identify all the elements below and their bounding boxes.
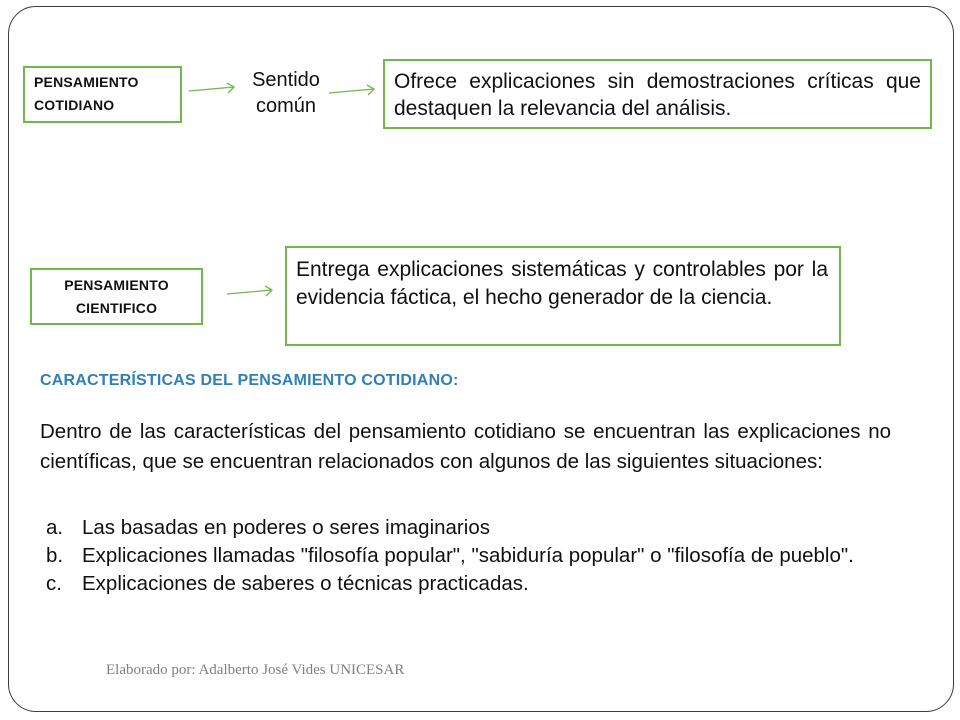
pensamiento-cotidiano-box bbox=[23, 66, 182, 123]
list-item-text: Explicaciones de saberes o técnicas practicadas. bbox=[82, 572, 529, 595]
arrow-right-icon bbox=[188, 82, 238, 96]
arrow-right-icon bbox=[226, 285, 276, 299]
footer-credit: Elaborado por: Adalberto José Vides UNICESAR bbox=[106, 662, 405, 678]
section-paragraph: Dentro de las características del pensamiento cotidiano se encuentran las explicaciones no científicas, que se encuentran relacionados con algunos de las siguientes situaciones: bbox=[40, 420, 891, 473]
list-item bbox=[46, 542, 891, 570]
cotidiano-description: Ofrece explicaciones sin demostraciones críticas que destaquen la relevancia del análisis. bbox=[394, 70, 921, 120]
cientifico-description-box bbox=[285, 246, 841, 346]
pensamiento-cientifico-box bbox=[30, 268, 203, 325]
list-item bbox=[46, 514, 891, 542]
section-heading: CARACTERÍSTICAS DEL PENSAMIENTO COTIDIANO: bbox=[40, 372, 459, 389]
list-marker: c. bbox=[46, 572, 62, 595]
pensamiento-cientifico-label: PENSAMIENTO CIENTIFICO bbox=[64, 277, 169, 316]
list-item bbox=[46, 570, 891, 598]
cientifico-description: Entrega explicaciones sistemáticas y controlables por la evidencia fáctica, el hecho generador de la ciencia. bbox=[296, 258, 828, 309]
sentido-comun-label: Sentido común bbox=[252, 69, 320, 117]
arrow-right-icon bbox=[328, 84, 378, 98]
pensamiento-cotidiano-label: PENSAMIENTO COTIDIANO bbox=[34, 74, 139, 113]
list-item-text: Explicaciones llamadas "filosofía popular", "sabiduría popular" o "filosofía de pueblo". bbox=[82, 544, 854, 567]
list-marker: a. bbox=[46, 516, 64, 539]
cotidiano-description-box bbox=[383, 59, 932, 129]
characteristics-list bbox=[46, 514, 891, 598]
list-marker: b. bbox=[46, 544, 64, 567]
list-item-text: Las basadas en poderes o seres imaginarios bbox=[82, 516, 490, 539]
